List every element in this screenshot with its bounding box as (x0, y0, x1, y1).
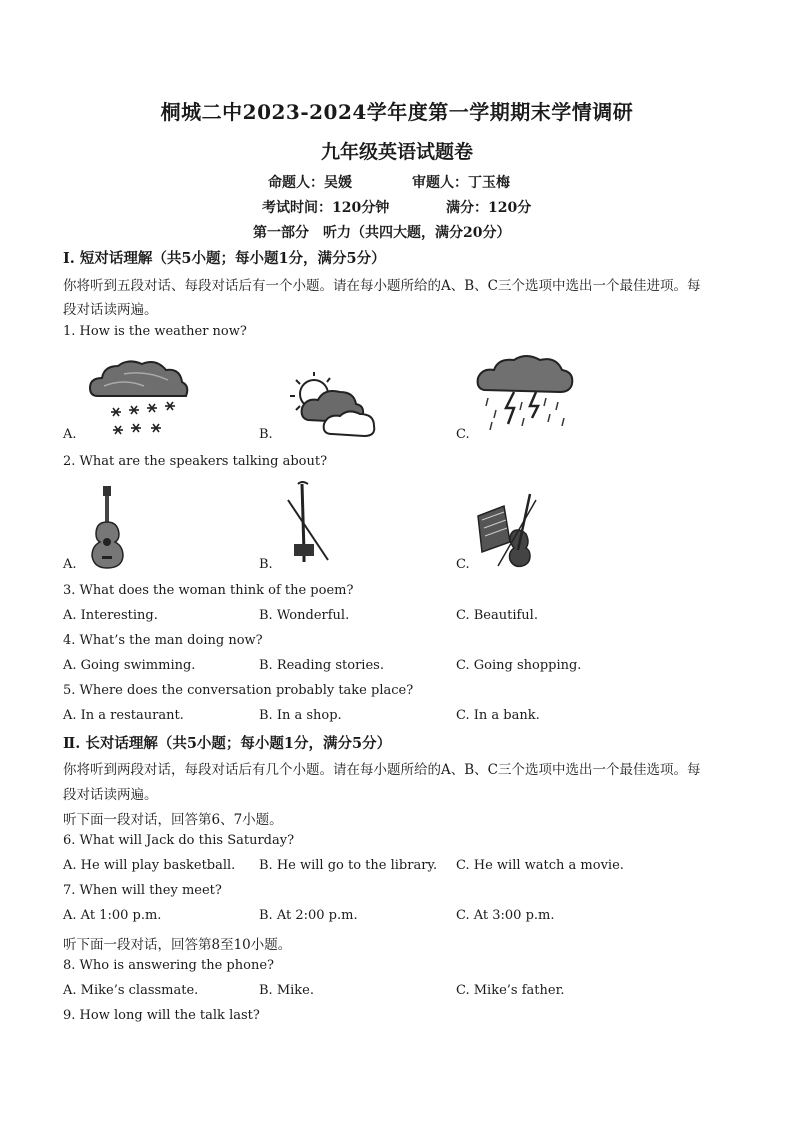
q2-option-c[interactable]: C. (456, 557, 470, 572)
q4-option-c[interactable]: C. Going shopping. (456, 658, 582, 673)
q6-option-b[interactable]: B. He will go to the library. (259, 858, 438, 873)
q1-option-c[interactable]: C. (456, 427, 470, 442)
q8-option-a[interactable]: A. Mike’s classmate. (63, 983, 199, 998)
q1-option-b[interactable]: B. (259, 427, 273, 442)
q8-option-b[interactable]: B. Mike. (259, 983, 314, 998)
q3-option-a[interactable]: A. Interesting. (63, 608, 158, 623)
thunderstorm-icon[interactable] (474, 352, 576, 436)
paper-title: 九年级英语试题卷 (320, 141, 473, 163)
violin-music-sheet-icon[interactable] (474, 490, 546, 570)
q7-option-a[interactable]: A. At 1:00 p.m. (63, 908, 162, 923)
section1-heading: Ⅰ. 短对话理解（共5小题；每小题1分，满分5分） (63, 250, 386, 267)
question-4: 4. What’s the man doing now? (63, 633, 263, 648)
dialog2-intro: 听下面一段对话，回答第8至10小题。 (63, 937, 292, 953)
q7-option-b[interactable]: B. At 2:00 p.m. (259, 908, 358, 923)
q2-option-b[interactable]: B. (259, 557, 273, 572)
reviewer-label: 审题人：丁玉梅 (412, 175, 510, 191)
q6-option-a[interactable]: A. He will play basketball. (63, 858, 236, 873)
q6-option-c[interactable]: C. He will watch a movie. (456, 858, 624, 873)
question-8: 8. Who is answering the phone? (63, 958, 274, 973)
q4-option-a[interactable]: A. Going swimming. (63, 658, 196, 673)
q5-option-c[interactable]: C. In a bank. (456, 708, 540, 723)
section2-instruction: 你将听到两段对话，每段对话后有几个小题。请在每小题所给的A、B、C三个选项中选出一个最佳选项。每 (63, 762, 701, 778)
section1-instruction: 你将听到五段对话、每段对话后有一个小题。请在每小题所给的A、B、C三个选项中选出一个最佳进项。每 (63, 278, 701, 294)
q2-option-a[interactable]: A. (63, 557, 77, 572)
score-label: 满分：120分 (446, 200, 532, 216)
section1-instruction-cont: 段对话读两遍。 (63, 302, 158, 318)
q5-option-a[interactable]: A. In a restaurant. (63, 708, 184, 723)
guitar-icon[interactable] (88, 486, 128, 570)
q1-option-a[interactable]: A. (63, 427, 77, 442)
q5-option-b[interactable]: B. In a shop. (259, 708, 342, 723)
section2-instruction-cont: 段对话读两遍。 (63, 787, 158, 803)
section2-heading: Ⅱ. 长对话理解（共5小题；每小题1分，满分5分） (63, 735, 392, 752)
question-6: 6. What will Jack do this Saturday? (63, 833, 295, 848)
question-9: 9. How long will the talk last? (63, 1008, 260, 1023)
setter-label: 命题人：吴媛 (268, 175, 352, 191)
question-3: 3. What does the woman think of the poem? (63, 583, 354, 598)
q7-option-c[interactable]: C. At 3:00 p.m. (456, 908, 555, 923)
q4-option-b[interactable]: B. Reading stories. (259, 658, 384, 673)
question-7: 7. When will they meet? (63, 883, 222, 898)
time-label: 考试时间：120分钟 (262, 200, 390, 216)
dialog1-intro: 听下面一段对话，回答第6、7小题。 (63, 812, 283, 828)
q8-option-c[interactable]: C. Mike’s father. (456, 983, 565, 998)
school-title: 桐城二中2023-2024学年度第一学期期末学情调研 (160, 100, 634, 124)
erhu-icon[interactable] (284, 480, 334, 564)
q3-option-b[interactable]: B. Wonderful. (259, 608, 350, 623)
sun-cloud-icon[interactable] (282, 368, 382, 440)
question-1: 1. How is the weather now? (63, 324, 247, 339)
snow-cloud-icon[interactable] (84, 356, 194, 440)
question-2: 2. What are the speakers talking about? (63, 454, 328, 469)
question-5: 5. Where does the conversation probably take place? (63, 683, 414, 698)
part-one-heading: 第一部分 听力（共四大题，满分20分） (253, 225, 511, 241)
q3-option-c[interactable]: C. Beautiful. (456, 608, 538, 623)
